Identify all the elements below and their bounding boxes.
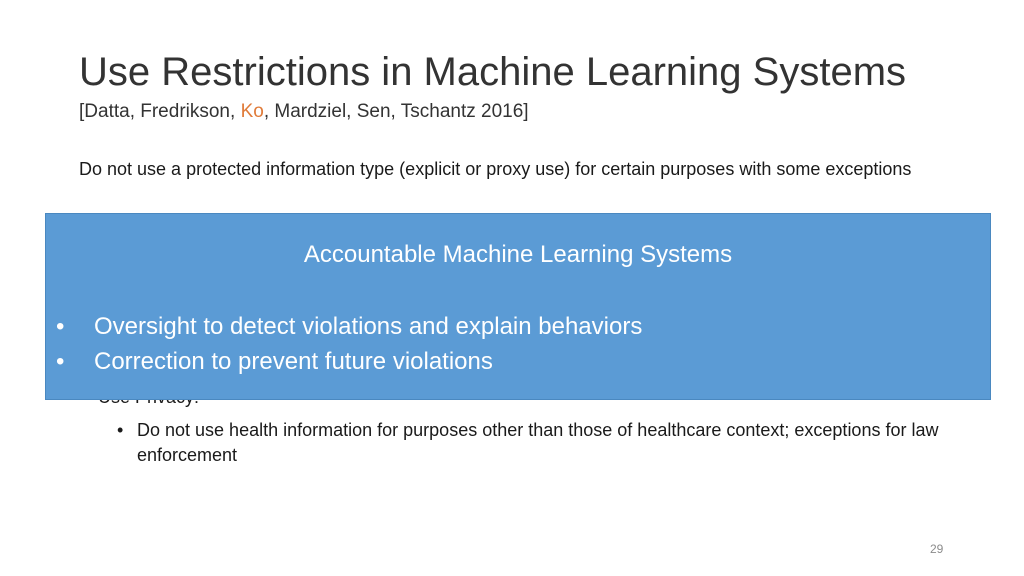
- citation-highlight: Ko: [240, 101, 264, 122]
- citation-prefix: [Datta, Fredrikson,: [79, 101, 241, 122]
- page-number: 29: [930, 542, 944, 556]
- sub-bullet-health: [117, 418, 957, 468]
- overlay-item-correction: [56, 347, 493, 377]
- overlay-item-text: Oversight to detect violations and explain behaviors: [94, 313, 643, 340]
- citation: [79, 100, 529, 124]
- overlay-box: [45, 213, 991, 400]
- body-paragraph: Do not use a protected information type (explicit or proxy use) for certain purposes with some exceptions: [79, 159, 912, 179]
- overlay-title: Accountable Machine Learning Systems: [303, 241, 733, 268]
- slide-title: Use Restrictions in Machine Learning Systems: [79, 50, 907, 94]
- citation-suffix: , Mardziel, Sen, Tschantz 2016]: [263, 101, 529, 122]
- bullet-dot: •: [56, 313, 65, 340]
- overlay-item-text: Correction to prevent future violations: [94, 348, 493, 375]
- overlay-item-oversight: [56, 312, 642, 342]
- sub-bullet-text: Do not use health information for purposes other than those of healthcare context; exceptions for law enforcement: [137, 420, 939, 465]
- bullet-dot: •: [56, 348, 65, 375]
- bullet-dot: •: [117, 420, 124, 440]
